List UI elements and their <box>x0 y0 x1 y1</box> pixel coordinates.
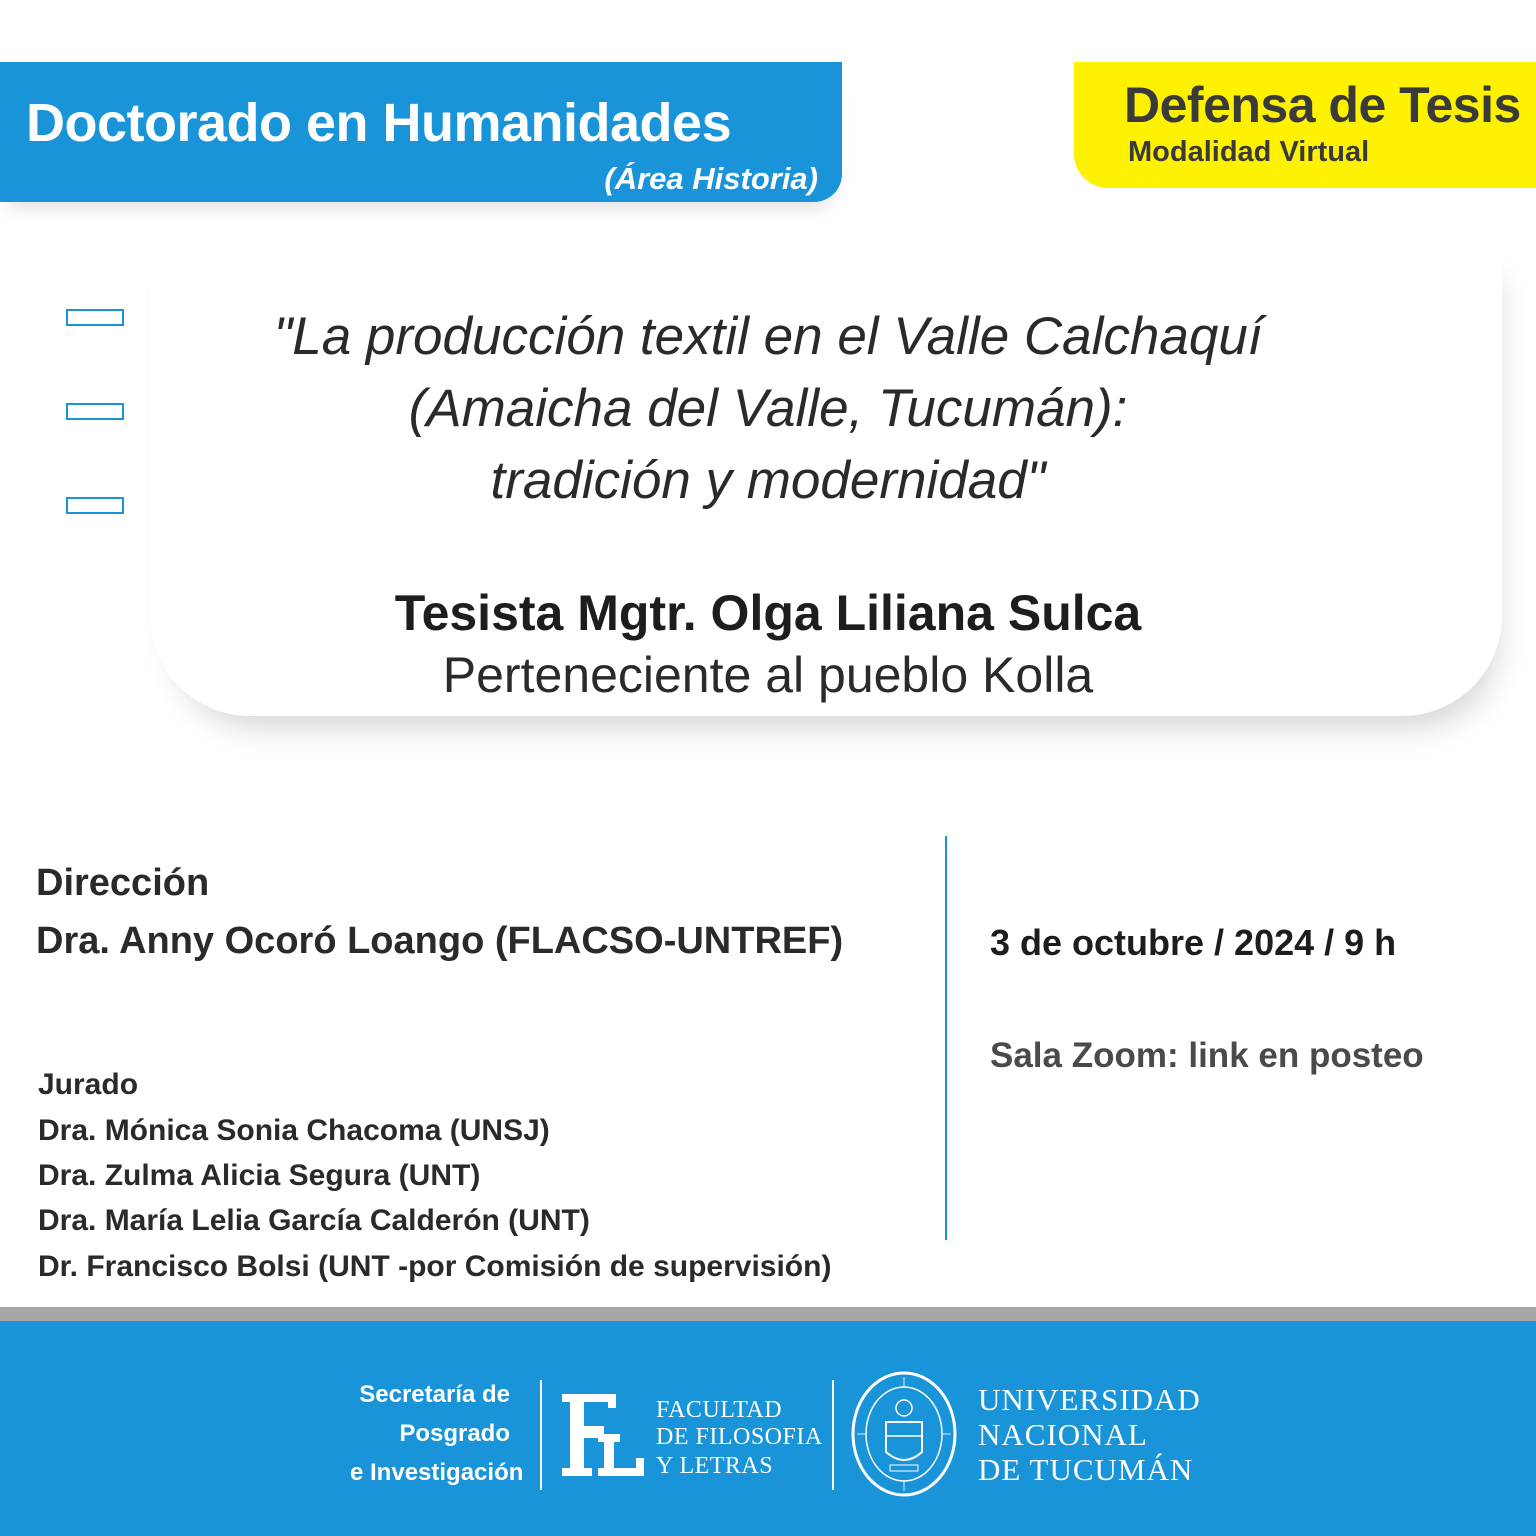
director-name: Dra. Anny Ocoró Loango (FLACSO-UNTREF) <box>36 920 844 962</box>
thesis-title-line-3: tradición y modernidad" <box>490 451 1046 510</box>
jury-member: Dra. Mónica Sonia Chacoma (UNSJ) <box>38 1114 550 1147</box>
program-title: Doctorado en Humanidades <box>26 93 732 153</box>
faculty-name-line: FACULTAD <box>656 1397 783 1423</box>
direction-label: Dirección <box>36 862 210 904</box>
footer-stripe <box>0 1307 1536 1321</box>
secretaria-line: Posgrado <box>399 1420 510 1447</box>
footer-separator <box>540 1380 542 1490</box>
secretaria-line: e Investigación <box>350 1459 524 1486</box>
secretaria-line: Secretaría de <box>359 1381 510 1408</box>
thesis-author-origin: Perteneciente al pueblo Kolla <box>442 647 1094 703</box>
jury-member: Dra. María Lelia García Calderón (UNT) <box>38 1204 590 1237</box>
badge-title: Defensa de Tesis <box>1124 77 1521 133</box>
footer-separator <box>832 1380 834 1490</box>
thesis-title-line-2: (Amaicha del Valle, Tucumán): <box>408 379 1128 438</box>
event-room: Sala Zoom: link en posteo <box>990 1036 1424 1075</box>
event-date: 3 de octubre / 2024 / 9 h <box>990 922 1397 963</box>
faculty-logo-icon <box>558 1388 646 1480</box>
jury-label: Jurado <box>38 1068 139 1101</box>
university-name-line: DE TUCUMÁN <box>978 1452 1194 1487</box>
vertical-divider <box>945 836 947 1240</box>
university-seal-icon <box>850 1370 958 1498</box>
thesis-title-line-1: "La producción textil en el Valle Calchaquí <box>273 307 1263 366</box>
program-area: (Área Historia) <box>604 161 818 196</box>
thesis-author: Tesista Mgtr. Olga Liliana Sulca <box>394 585 1142 641</box>
jury-member: Dr. Francisco Bolsi (UNT -por Comisión de supervisión) <box>38 1250 832 1283</box>
faculty-name-line: DE FILOSOFIA <box>656 1424 823 1450</box>
faculty-name-line: Y LETRAS <box>656 1453 774 1479</box>
badge-subtitle: Modalidad Virtual <box>1128 136 1370 168</box>
jury-member: Dra. Zulma Alicia Segura (UNT) <box>38 1159 481 1192</box>
university-name-line: NACIONAL <box>978 1417 1148 1452</box>
university-name-line: UNIVERSIDAD <box>978 1382 1201 1417</box>
